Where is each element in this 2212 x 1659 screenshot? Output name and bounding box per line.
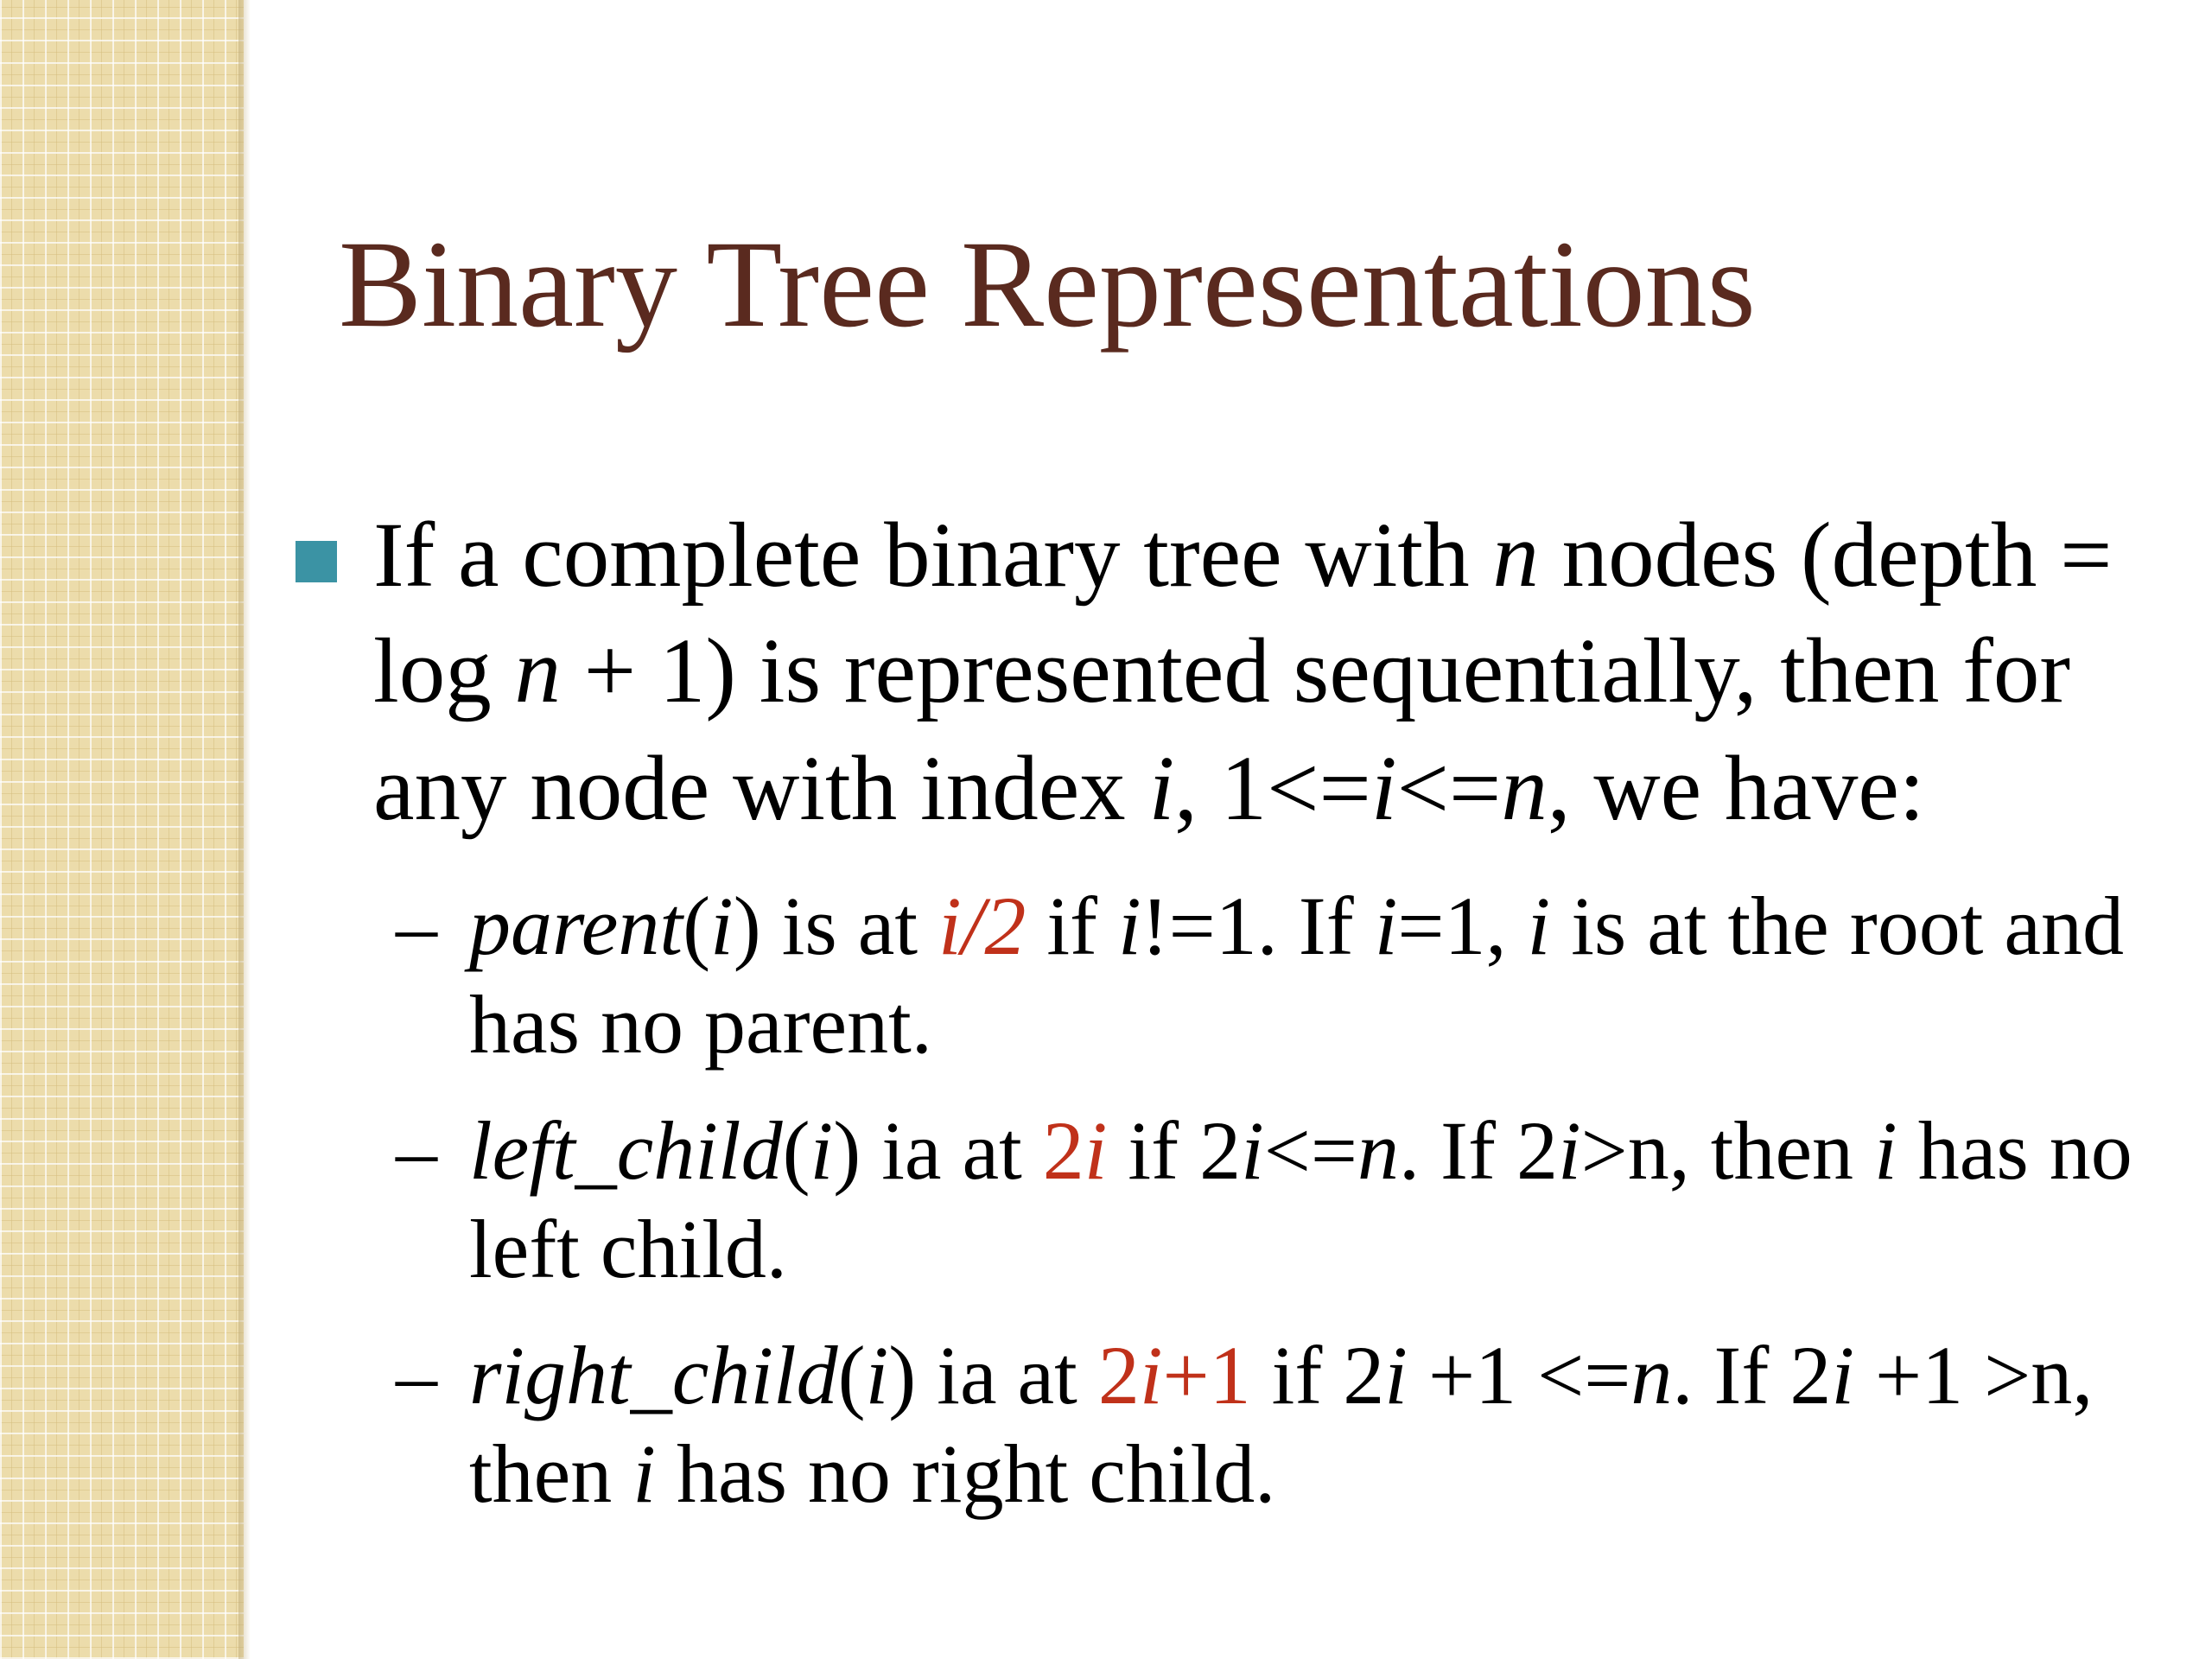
decorative-side-pattern [0,0,244,1659]
dash-bullet-parent: – [396,880,437,972]
square-bullet-icon [296,541,337,582]
left-child-index-highlight: 2i [1042,1104,1108,1197]
parent-line-2: has no parent. [469,978,932,1071]
parent-line-1: parent(i) is at i/2 if i!=1. If i=1, i is at the root and [469,880,2125,972]
slide-title: Binary Tree Representations [339,216,1756,353]
parent-index-highlight: i/2 [938,880,1027,972]
right-child-line-1: right_child(i) ia at 2i+1 if 2i +1 <=n. If 2i +1 >n, [469,1329,2094,1421]
left-child-line-1: left_child(i) ia at 2i if 2i<=n. If 2i>n, then i has no [469,1104,2133,1197]
side-pattern-shadow [238,0,251,1659]
right-child-index-highlight: 2i+1 [1097,1329,1251,1421]
dash-bullet-right-child: – [396,1329,437,1421]
bullet-line-2: log n + 1) is represented sequentially, then for [373,620,2070,722]
bullet-line-3: any node with index i, 1<=i<=n, we have: [373,738,1925,840]
left-child-line-2: left child. [469,1203,787,1295]
dash-bullet-left-child: – [396,1104,437,1197]
right-child-line-2: then i has no right child. [469,1427,1276,1520]
bullet-line-1: If a complete binary tree with n nodes (depth = [373,505,2113,607]
